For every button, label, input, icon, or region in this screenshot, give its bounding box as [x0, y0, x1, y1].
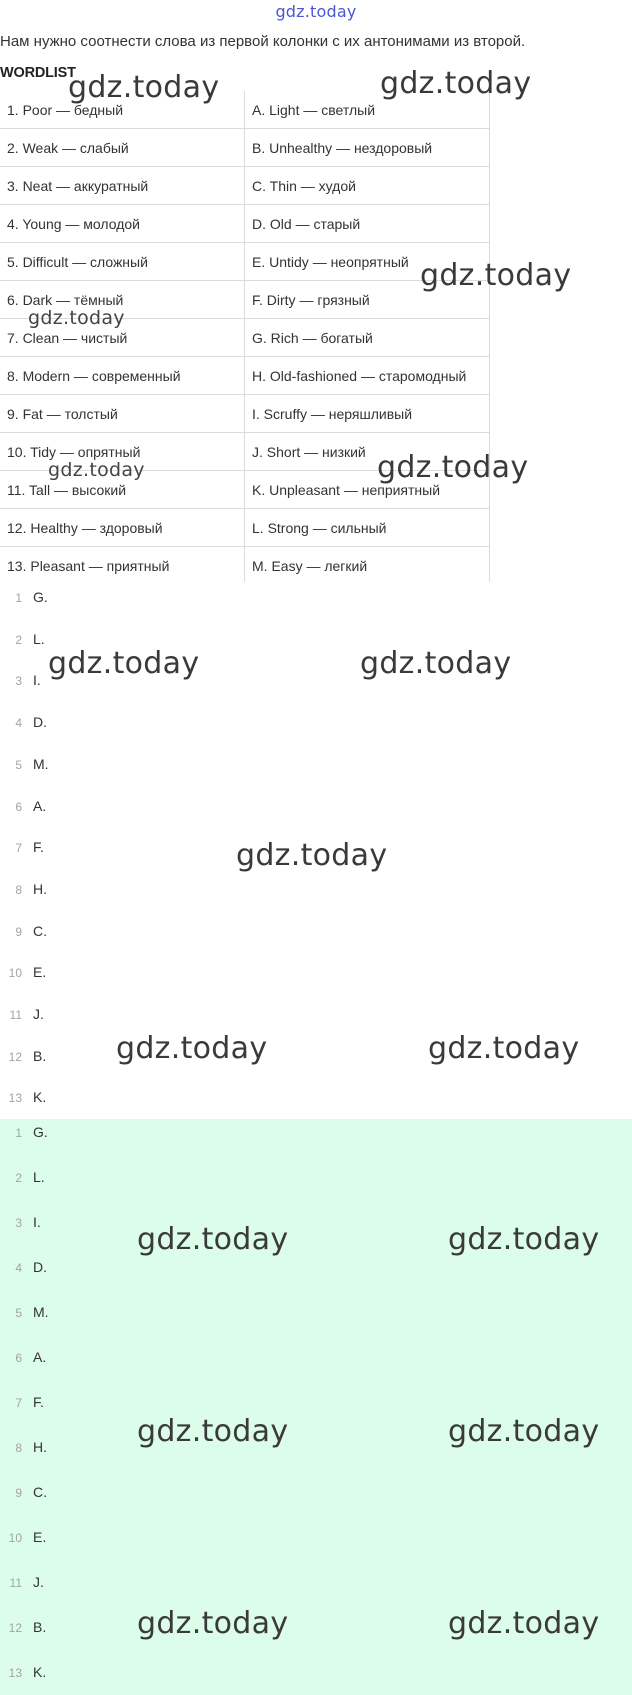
wordlist-row: [0, 91, 490, 129]
answer-letter: K.: [33, 1089, 47, 1106]
watermark-text: gdz.today: [448, 1222, 600, 1257]
answer-list-highlighted: [0, 1119, 632, 1695]
answer-number: 3: [15, 674, 22, 689]
answer-number: 13: [8, 1666, 22, 1680]
answer-number: 13: [8, 1091, 22, 1106]
answer-number: 5: [15, 757, 22, 772]
watermark-text: gdz.today: [420, 258, 572, 293]
watermark-text: gdz.today: [380, 66, 532, 101]
answer-letter: J.: [33, 1574, 44, 1590]
watermark-text: gdz.today: [236, 838, 388, 873]
watermark-text: gdz.today: [68, 70, 220, 105]
wordlist-word: 2. Weak — слабый: [0, 129, 245, 167]
answer-letter: H.: [33, 880, 47, 897]
wordlist-antonym: G. Rich — богатый: [245, 319, 490, 357]
watermark-text: gdz.today: [137, 1222, 289, 1257]
answer-number: 6: [15, 1351, 22, 1365]
answer-item: [0, 1120, 48, 1144]
wordlist-row: [0, 129, 490, 167]
wordlist-word: 3. Neat — аккуратный: [0, 167, 245, 205]
answer-number: 10: [8, 966, 22, 981]
watermark-text: gdz.today: [448, 1414, 600, 1449]
answer-letter: B.: [33, 1047, 47, 1064]
answer-number: 8: [15, 1441, 22, 1455]
watermark-text: gdz.today: [377, 450, 529, 485]
wordlist-word: 11. Tall — высокий: [0, 471, 245, 509]
wordlist-antonym: I. Scruffy — неряшливый: [245, 395, 490, 433]
answer-item: [0, 835, 44, 859]
wordlist-row: [0, 471, 490, 509]
watermark-text: gdz.today: [48, 646, 200, 681]
wordlist-word: 9. Fat — толстый: [0, 395, 245, 433]
wordlist-table: [0, 91, 490, 584]
wordlist-word: 12. Healthy — здоровый: [0, 509, 245, 547]
answer-item: [0, 877, 47, 901]
answer-number: 1: [15, 591, 22, 605]
answer-number: 4: [15, 1261, 22, 1275]
answer-letter: C.: [33, 1484, 47, 1500]
wordlist-antonym: M. Easy — легкий: [245, 547, 490, 585]
wordlist-antonym: L. Strong — сильный: [245, 509, 490, 547]
answer-letter: M.: [33, 1304, 49, 1320]
answer-letter: J.: [33, 1006, 44, 1022]
answer-item: [0, 1480, 47, 1504]
watermark-text: gdz.today: [28, 307, 125, 329]
answer-letter: A.: [33, 797, 47, 814]
answer-letter: E.: [33, 1529, 47, 1545]
wordlist-row: [0, 433, 490, 471]
answer-number: 12: [8, 1621, 22, 1635]
answer-number: 9: [15, 1486, 22, 1500]
answer-number: 4: [15, 716, 22, 731]
wordlist-row: [0, 547, 490, 585]
answer-number: 2: [15, 1171, 22, 1185]
answer-item: [0, 668, 41, 692]
wordlist-row: [0, 281, 490, 319]
wordlist-row: [0, 319, 490, 357]
answer-item: [0, 627, 45, 651]
answer-item: [0, 1660, 46, 1684]
wordlist-word: 4. Young — молодой: [0, 205, 245, 243]
answer-letter: G.: [33, 1124, 48, 1140]
watermark-text: gdz.today: [428, 1031, 580, 1066]
wordlist-word: 8. Modern — современный: [0, 357, 245, 395]
wordlist-row: [0, 509, 490, 547]
wordlist-antonym: E. Untidy — неопрятный: [245, 243, 490, 281]
answer-item: [0, 1435, 47, 1459]
watermark-text: gdz.today: [360, 646, 512, 681]
answer-letter: L.: [33, 630, 45, 647]
answer-letter: H.: [33, 1439, 47, 1455]
watermark-text: gdz.today: [137, 1606, 289, 1641]
answer-letter: D.: [33, 714, 47, 731]
answer-number: 10: [8, 1531, 22, 1545]
answer-number: 11: [9, 1576, 22, 1590]
answer-number: 11: [9, 1008, 22, 1022]
wordlist-antonym: A. Light — светлый: [245, 91, 490, 129]
answer-item: [0, 1255, 47, 1279]
answer-number: 6: [15, 799, 22, 814]
watermark-text: gdz.today: [116, 1031, 268, 1066]
watermark-text: gdz.today: [137, 1414, 289, 1449]
answer-letter: F.: [33, 1394, 44, 1410]
answer-item: [0, 919, 47, 943]
answer-letter: B.: [33, 1619, 47, 1635]
answer-item: [0, 1570, 44, 1594]
answer-number: 3: [15, 1216, 22, 1230]
answer-number: 12: [8, 1049, 22, 1064]
wordlist-antonym: B. Unhealthy — нездоровый: [245, 129, 490, 167]
wordlist-word: 13. Pleasant — приятный: [0, 547, 245, 585]
answer-letter: A.: [33, 1349, 47, 1365]
wordlist-word: 5. Difficult — сложный: [0, 243, 245, 281]
answer-item: [0, 960, 46, 984]
answer-item: [0, 1345, 46, 1369]
answer-item: [0, 1002, 44, 1026]
answer-list: [0, 582, 632, 1119]
wordlist-word: 1. Poor — бедный: [0, 91, 245, 129]
wordlist-antonym: J. Short — низкий: [245, 433, 490, 471]
answer-number: 9: [15, 924, 22, 939]
wordlist-word: 10. Tidy — опрятный: [0, 433, 245, 471]
answer-letter: G.: [33, 589, 48, 605]
wordlist-word: 6. Dark — тёмный: [0, 281, 245, 319]
answer-number: 5: [15, 1306, 22, 1320]
wordlist-antonym: K. Unpleasant — неприятный: [245, 471, 490, 509]
answer-letter: C.: [33, 922, 47, 939]
answer-item: [0, 1525, 46, 1549]
answer-number: 7: [15, 1396, 22, 1410]
watermark-text: gdz.today: [448, 1606, 600, 1641]
wordlist-title: WORDLIST: [0, 65, 76, 81]
answer-letter: I.: [33, 672, 41, 689]
wordlist-row: [0, 243, 490, 281]
site-logo[interactable]: gdz.today: [275, 2, 357, 21]
wordlist-antonym: H. Old-fashioned — старомодный: [245, 357, 490, 395]
answer-letter: M.: [33, 755, 49, 772]
wordlist-row: [0, 205, 490, 243]
answer-number: 2: [15, 632, 22, 647]
wordlist-row: [0, 357, 490, 395]
wordlist-word: 7. Clean — чистый: [0, 319, 245, 357]
answer-number: 7: [15, 841, 22, 856]
wordlist-row: [0, 395, 490, 433]
answer-letter: F.: [33, 839, 44, 856]
answer-item: [0, 1615, 46, 1639]
answer-item: [0, 794, 46, 818]
wordlist-antonym: C. Thin — худой: [245, 167, 490, 205]
answer-item: [0, 1390, 44, 1414]
answer-letter: D.: [33, 1259, 47, 1275]
answer-letter: K.: [33, 1664, 47, 1680]
wordlist-antonym: F. Dirty — грязный: [245, 281, 490, 319]
watermark-text: gdz.today: [48, 459, 145, 481]
answer-item: [0, 585, 48, 609]
answer-item: [0, 1300, 49, 1324]
answer-item: [0, 752, 49, 776]
answer-item: [0, 1210, 41, 1234]
answer-item: [0, 1165, 45, 1189]
answer-item: [0, 710, 47, 734]
answer-item: [0, 1044, 46, 1068]
task-instructions: Нам нужно соотнести слова из первой колонки с их антонимами из второй.: [0, 33, 526, 50]
answer-item: [0, 1085, 46, 1109]
wordlist-row: [0, 167, 490, 205]
answer-letter: I.: [33, 1214, 41, 1230]
wordlist-antonym: D. Old — старый: [245, 205, 490, 243]
answer-letter: L.: [33, 1169, 45, 1185]
answer-number: 8: [15, 882, 22, 897]
answer-letter: E.: [33, 964, 47, 981]
answer-number: 1: [15, 1126, 22, 1140]
